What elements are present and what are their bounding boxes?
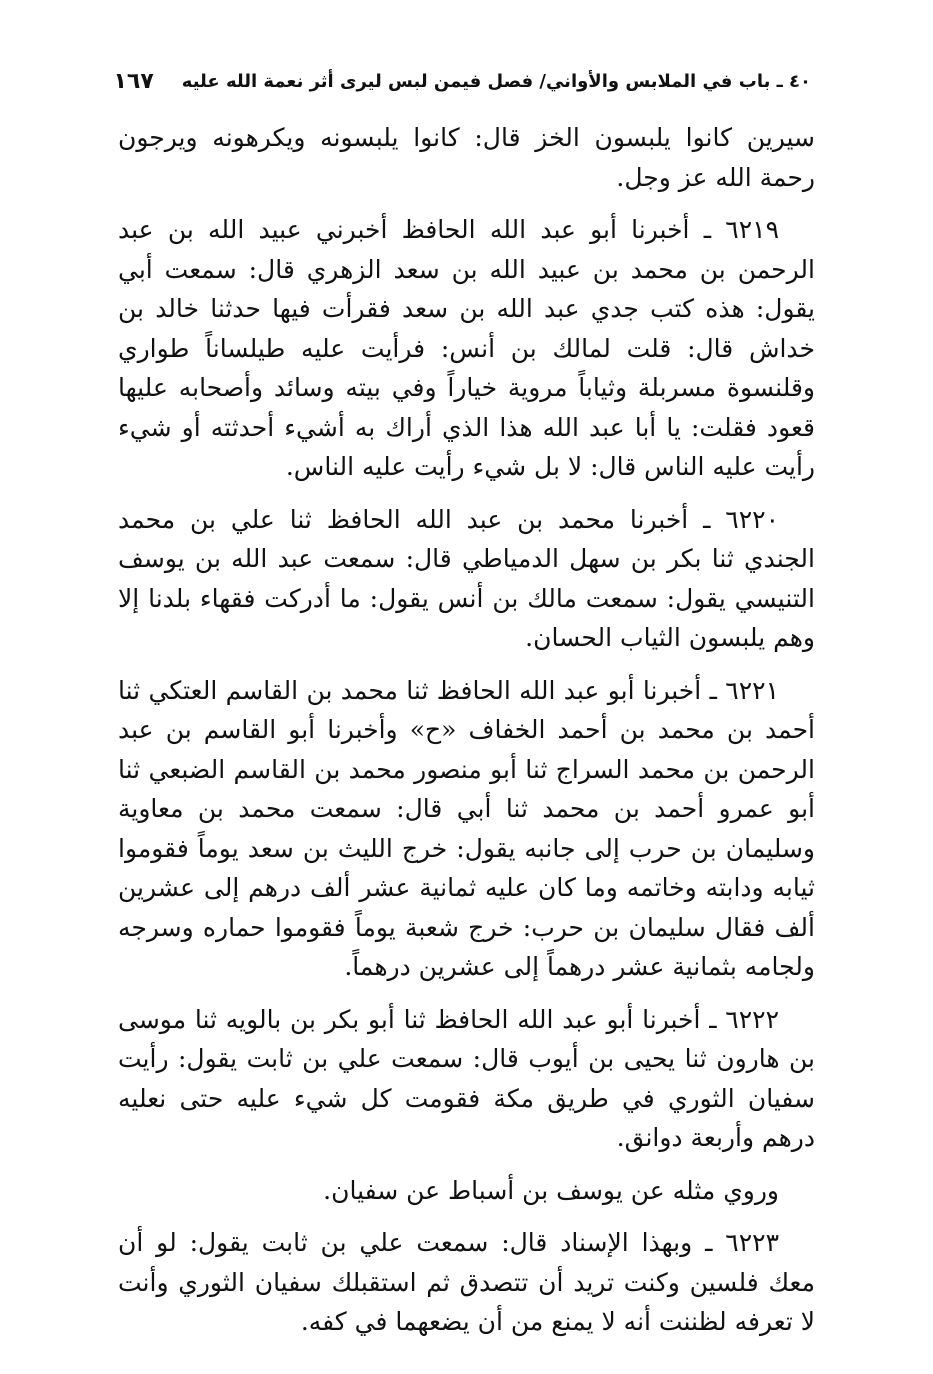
hadith-6222: ٦٢٢٢ ـ أخبرنا أبو عبد الله الحافظ ثنا أبو بكر بن بالويه ثنا موسى بن هارون ثنا يحيى بن أيوب قال: سمعت علي بن ثابت يقول: رأيت سفيان الثوري في طريق مكة فقومت كل شيء عليه حتى نعليه درهم وأربعة دوانق. (118, 1004, 815, 1152)
hadith-6223: ٦٢٢٣ ـ وبهذا الإسناد قال: سمعت علي بن ثابت يقول: لو أن معك فلسين وكنت تريد أن تتصدق ثم استقبلك سفيان الثوري وأنت لا تعرفه لظننت أنه لا يمنع من أن يضعهما في كفه. (118, 1228, 815, 1336)
main-text (118, 118, 815, 1355)
narration-note: وروي مثله عن يوسف بن أسباط عن سفيان. (323, 1175, 779, 1205)
running-header (113, 64, 811, 98)
hadith-6219: ٦٢١٩ ـ أخبرنا أبو عبد الله الحافظ أخبرني عبيد الله بن عبد الرحمن بن محمد بن عبيد الله بن سعد الزهري قال: سمعت أبي يقول: هذه كتب جدي عبد الله بن سعد فقرأت فيها حدثنا خالد بن خداش قال: قلت لمالك بن أنس: فرأيت عليه طيلساناً طواري وقلنسوة مسربلة وثياباً مروية خياراً وفي بيته وسائد وأصحابه عليها قعود فقلت: يا أبا عبد الله هذا الذي أراك به أشيء أحدثته أو شيء رأيت عليه الناس قال: لا بل شيء رأيت عليه الناس. (118, 215, 816, 481)
hadith-6221: ٦٢٢١ ـ أخبرنا أبو عبد الله الحافظ ثنا محمد بن القاسم العتكي ثنا أحمد بن محمد بن أحمد الخفاف «ح» وأخبرنا أبو القاسم بن عبد الرحمن بن محمد السراج ثنا أبو منصور محمد بن القاسم الضبعي ثنا أبو عمرو أحمد بن محمد ثنا أبي قال: سمعت محمد بن معاوية وسليمان بن حرب إلى جانبه يقول: خرج الليث بن سعد يوماً فقوموا ثيابه ودابته وخاتمه وما كان عليه ثمانية عشر ألف درهم إلى عشرين ألف فقال سليمان بن حرب: خرج شعبة يوماً فقوموا حماره وسرجه ولجامه بثمانية عشر درهماً إلى عشرين درهماً. (118, 675, 815, 981)
page-number: ١٦٧ (113, 68, 154, 94)
chapter-title: ٤٠ ـ باب في الملابس والأواني/ فصل فيمن لبس ليرى أثر نعمة الله عليه (181, 70, 811, 92)
paragraph-continuation: سيرين كانوا يلبسون الخز قال: كانوا يلبسونه ويكرهونه ويرجون رحمة الله عز وجل. (118, 123, 815, 192)
hadith-6220: ٦٢٢٠ ـ أخبرنا محمد بن عبد الله الحافظ ثنا علي بن محمد الجندي ثنا بكر بن سهل الدمياطي قال: سمعت عبد الله بن يوسف التنيسي يقول: سمعت مالك بن أنس يقول: ما أدركت فقهاء بلدنا إلا وهم يلبسون الثياب الحسان. (118, 504, 815, 652)
